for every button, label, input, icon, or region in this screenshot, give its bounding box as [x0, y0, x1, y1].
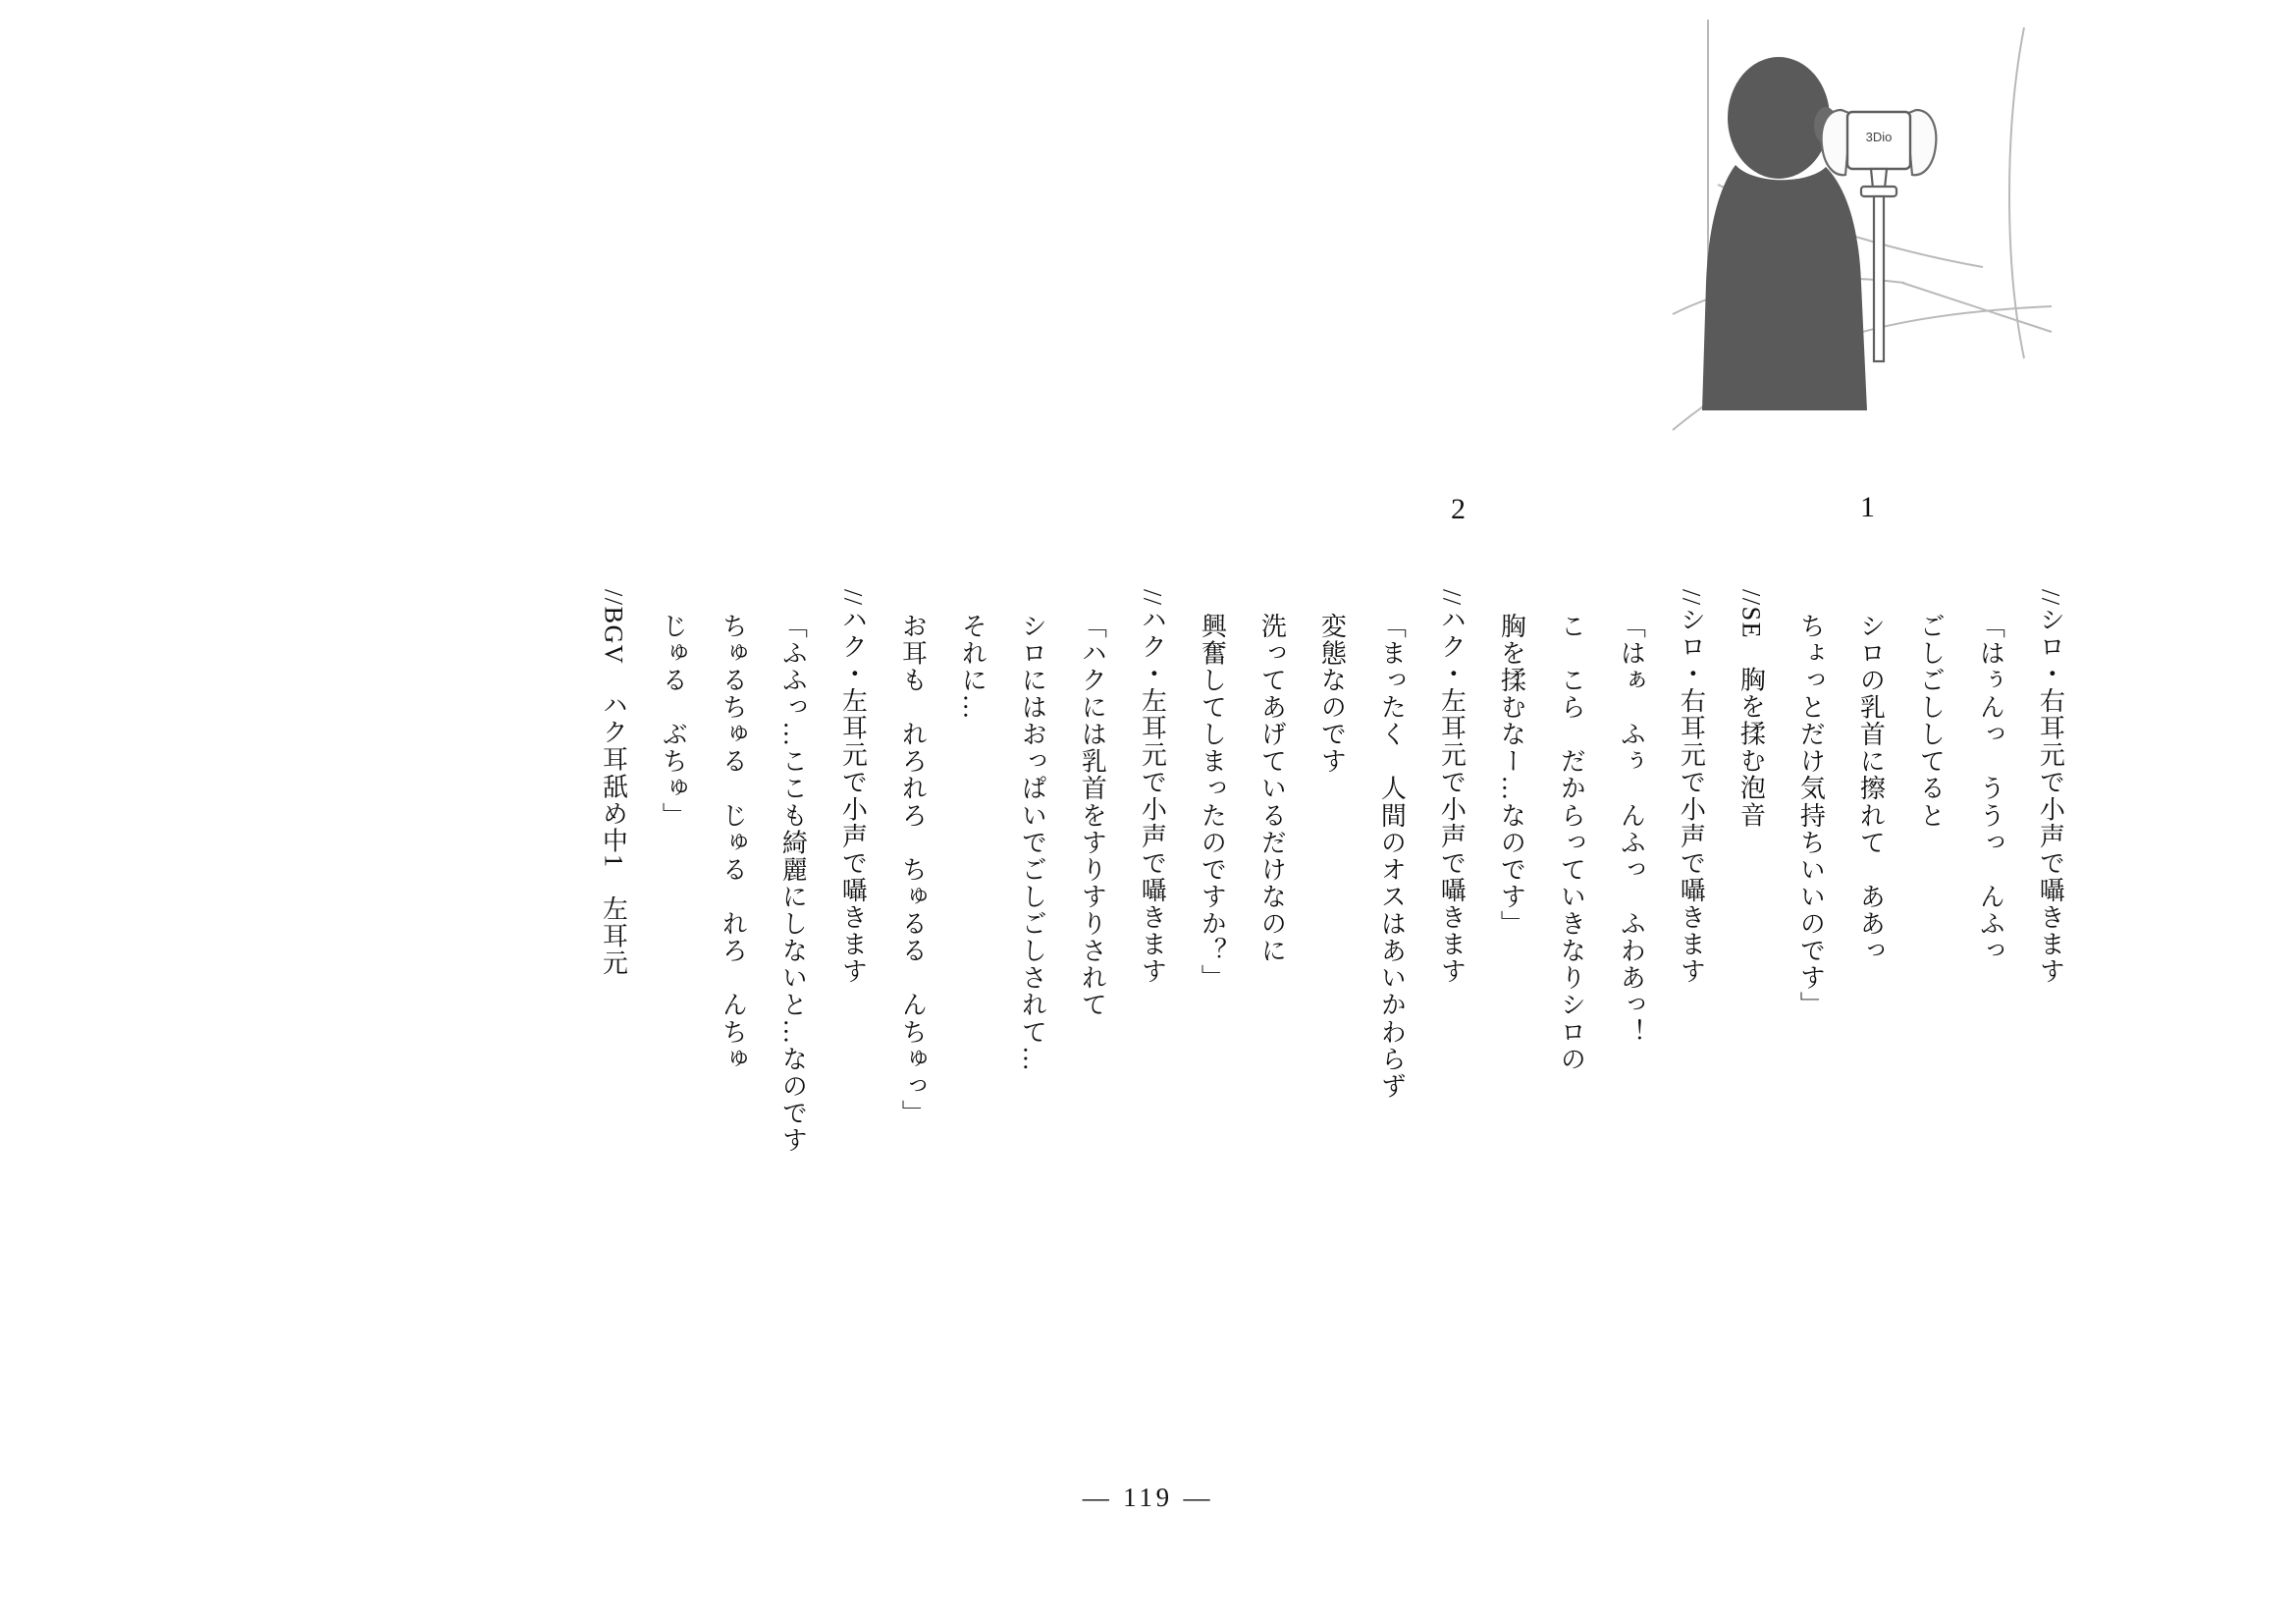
script-line: ごしごししてると [1916, 613, 1946, 830]
script-line: お耳も れろれろ ちゅるる んちゅっ」 [898, 613, 928, 1127]
scene-number-2: 2 [1451, 493, 1466, 525]
script-line: シロの乳首に擦れて ああっ [1856, 613, 1886, 965]
script-line: //シロ・右耳元で小声で囁きます [1677, 589, 1706, 986]
script-line: 「はぁ ふぅ んふっ ふわあっ！ [1617, 613, 1646, 1046]
script-line: 「まったく 人間のオスはあいかわらず [1377, 613, 1407, 1101]
script-line: //ハク・左耳元で小声で囁きます [1437, 589, 1467, 986]
script-line: //ハク・左耳元で小声で囁きます [838, 589, 868, 986]
script-line: //BGV ハク耳舐め中1 左耳元 [599, 589, 628, 977]
script-line: 興奮してしまったのですか？」 [1198, 613, 1227, 992]
script-line: //ハク・左耳元で小声で囁きます [1138, 589, 1167, 986]
script-line: こ こら だからっていきなりシロの [1557, 613, 1586, 1073]
script-line: 洗ってあげているだけなのに [1257, 613, 1287, 965]
script-line: //シロ・右耳元で小声で囁きます [2036, 589, 2065, 986]
scene-number-1: 1 [1860, 491, 1875, 523]
script-line: シロにはおっぱいでごしごしされて… [1018, 613, 1047, 1073]
page-number: — 119 — [1082, 1483, 1214, 1512]
script-line: ちょっとだけ気持ちいいのです」 [1796, 613, 1826, 1019]
binaural-mic-recording-illustration [1659, 20, 2071, 471]
script-line: 「はぅんっ ううっ んふっ [1976, 613, 2005, 965]
script-line: 胸を揉むなー…なのです」 [1497, 613, 1526, 938]
script-line: それに… [958, 613, 988, 722]
script-line: ちゅるちゅる じゅる れろ んちゅ [719, 613, 748, 1073]
svg-text:3Dio: 3Dio [1865, 130, 1893, 144]
script-line: 変態なのです [1317, 613, 1347, 776]
script-line: 「ハクには乳首をすりすりされて [1078, 613, 1107, 1019]
script-line: 「ふふっ…ここも綺麗にしないと…なのです [778, 613, 808, 1155]
script-line: じゅる ぶちゅ」 [659, 613, 688, 830]
script-line: //SE 胸を揉む泡音 [1736, 589, 1766, 829]
